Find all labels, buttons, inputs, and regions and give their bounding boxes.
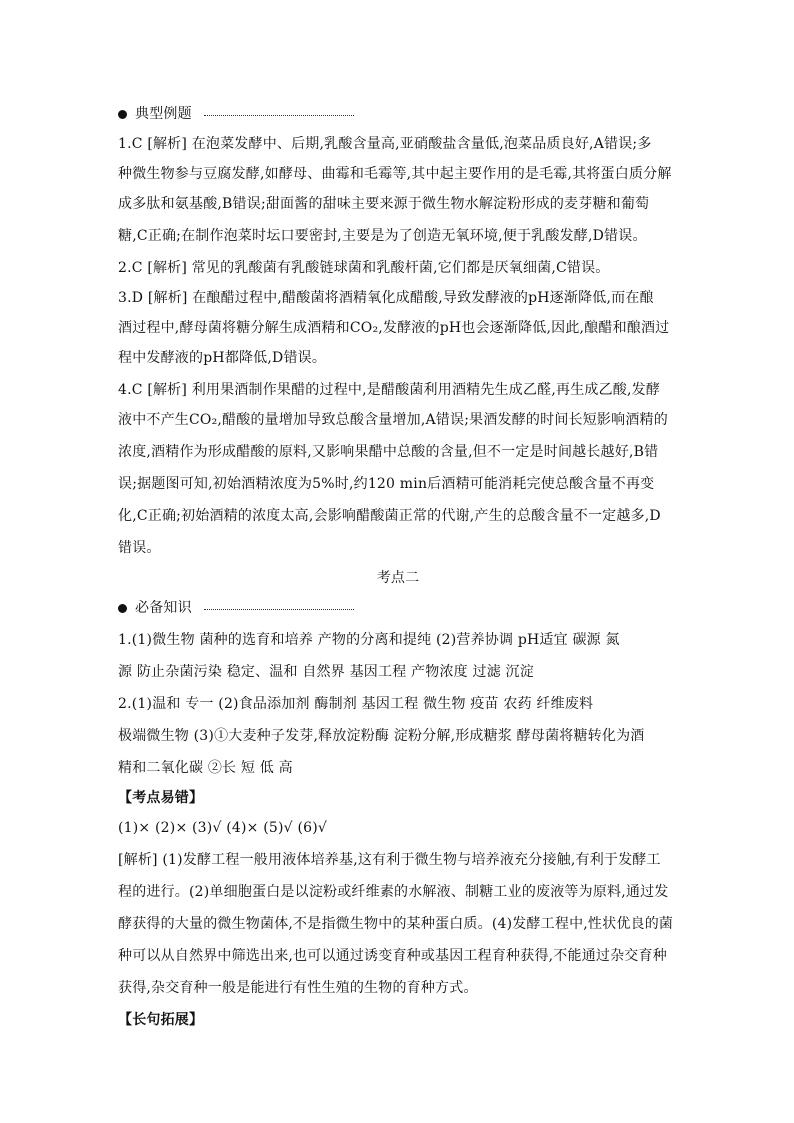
text-line: 错误。 [118,540,161,556]
text-line: 2.C [解析] 常见的乳酸菌有乳酸链球菌和乳酸杆菌,它们都是厌氧细菌,C错误。 [118,260,610,276]
text-line: 种可以从自然界中筛选出来,也可以通过诱变育种或基因工程育种获得,不能通过杂交育种 [118,948,667,964]
text-line: 成多肽和氨基酸,B错误;甜面酱的甜味主要来源于微生物水解淀粉形成的麦芽糖和葡萄 [118,196,650,212]
extension-title: 【长句拓展】 [118,1012,204,1028]
dotted-rule [204,609,354,610]
text-line: 糖,C正确;在制作泡菜时坛口要密封,主要是为了创造无氧环境,便于乳酸发酵,D错误。 [118,228,647,244]
text-line: 化,C正确;初始酒精的浓度太高,会影响醋酸菌正常的代谢,产生的总酸含量不一定越多,D [118,508,661,524]
text-line: 程的进行。(2)单细胞蛋白是以淀粉或纤维素的水解液、制糖工业的废液等为原料,通过发 [118,884,669,900]
text-line: 误;据题图可知,初始酒精浓度为5%时,约120 min后酒精可能消耗完使总酸含量不再变 [118,476,655,492]
section-heading-typical [118,104,354,124]
heading-text: 典型例题 [135,106,192,122]
text-line: 2.(1)温和 专一 (2)食品添加剂 酶制剂 基因工程 微生物 疫苗 农药 纤维废料 [118,696,594,712]
text-line: 液中不产生CO₂,醋酸的量增加导致总酸含量增加,A错误;果酒发酵的时间长短影响酒精的 [118,412,668,428]
text-line: 1.(1)微生物 菌种的选育和培养 产物的分离和提纯 (2)营养协调 pH适宜 碳源 氮 [118,632,620,648]
text-line: 浓度,酒精作为形成醋酸的原料,又影响果醋中总酸的含量,但不一定是时间越长越好,B错 [118,444,659,460]
errors-title: 【考点易错】 [118,790,204,806]
text-line: 3.D [解析] 在酿醋过程中,醋酸菌将酒精氧化成醋酸,导致发酵液的pH逐渐降低,而在酿 [118,290,654,306]
text-line: 种微生物参与豆腐发酵,如酵母、曲霉和毛霉等,其中起主要作用的是毛霉,其将蛋白质分解 [118,166,672,182]
heading-text: 必备知识 [135,600,192,616]
text-line: 精和二氧化碳 ②长 短 低 高 [118,760,293,776]
dotted-rule [204,115,354,116]
text-line: 程中发酵液的pH都降低,D错误。 [118,350,327,366]
section-title-kaodian2: 考点二 [376,570,420,586]
text-line: 极端微生物 (3)①大麦种子发芽,释放淀粉酶 淀粉分解,形成糖浆 酵母菌将糖转化为酒 [118,728,645,744]
section-heading-knowledge [118,598,354,618]
answers-line: (1)× (2)× (3)√ (4)× (5)√ (6)√ [118,820,327,836]
bullet-icon [118,110,127,119]
text-line: [解析] (1)发酵工程一般用液体培养基,这有利于微生物与培养液充分接触,有利于发酵工 [118,852,661,868]
text-line: 获得,杂交育种一般是能进行有性生殖的生物的育种方式。 [118,980,478,996]
text-line: 4.C [解析] 利用果酒制作果醋的过程中,是醋酸菌利用酒精先生成乙醛,再生成乙酸,发酵 [118,382,661,398]
text-line: 酒过程中,酵母菌将糖分解生成酒精和CO₂,发酵液的pH也会逐渐降低,因此,酿醋和酿酒过 [118,320,670,336]
text-line: 1.C [解析] 在泡菜发酵中、后期,乳酸含量高,亚硝酸盐含量低,泡菜品质良好,A错误;多 [118,136,652,152]
text-line: 源 防止杂菌污染 稳定、温和 自然界 基因工程 产物浓度 过滤 沉淀 [118,664,534,680]
bullet-icon [118,604,127,613]
text-line: 酵获得的大量的微生物菌体,不是指微生物中的某种蛋白质。(4)发酵工程中,性状优良的菌 [118,916,674,932]
